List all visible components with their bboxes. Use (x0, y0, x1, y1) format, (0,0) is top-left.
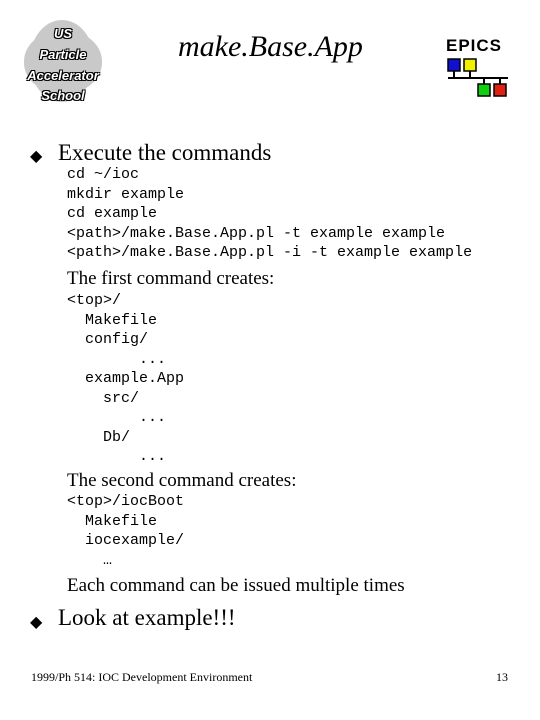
command-line: cd ~/ioc (67, 166, 140, 183)
command-line: cd example (67, 205, 158, 222)
command-list (67, 165, 472, 263)
tree-line: <top>/iocBoot (67, 493, 185, 510)
epics-red-box (494, 84, 506, 96)
epics-blue-box (448, 59, 460, 71)
tree-line: Makefile (67, 311, 158, 329)
second-tree (67, 492, 184, 570)
footer-course-label: 1999/Ph 514: IOC Development Environment (31, 670, 253, 684)
logo-line-1: US (53, 26, 73, 41)
tree-line: … (67, 551, 113, 569)
epics-logo-text: EPICS (446, 36, 503, 55)
first-command-label: The first command creates: (67, 268, 275, 289)
epics-network-icon (446, 58, 510, 98)
command-line: <path>/make.Base.App.pl -i -t example example (67, 244, 473, 261)
tree-line: config/ (67, 331, 149, 348)
diamond-bullet-icon: ◆ (30, 148, 43, 165)
bullet-heading-look: Look at example!!! (58, 605, 236, 630)
bullet-heading-execute: Execute the commands (58, 140, 272, 165)
second-command-label: The second command creates: (67, 470, 297, 491)
command-line: mkdir example (67, 185, 185, 203)
diamond-bullet-icon: ◆ (30, 614, 43, 631)
tree-line: iocexample/ (67, 532, 185, 549)
tree-line: Makefile (67, 512, 158, 530)
tree-line: <top>/ (67, 292, 122, 309)
tree-line: ... (67, 448, 167, 465)
logo-line-3: Accelerator (27, 68, 99, 83)
command-line: <path>/make.Base.App.pl -t example example (67, 224, 446, 242)
tree-line: ... (67, 350, 167, 368)
epics-green-box (478, 84, 490, 96)
tree-line: ... (67, 409, 167, 426)
multiple-times-note: Each command can be issued multiple times (67, 575, 405, 596)
slide-title: make.Base.App (178, 30, 363, 63)
page-number: 13 (496, 670, 508, 684)
us-pas-logo (22, 20, 104, 106)
logo-line-2: Particle (39, 47, 87, 62)
first-tree (67, 291, 184, 467)
epics-yellow-box (464, 59, 476, 71)
tree-line: example.App (67, 370, 185, 387)
tree-line: src/ (67, 389, 140, 407)
logo-line-4: School (41, 88, 85, 103)
tree-line: Db/ (67, 428, 131, 446)
